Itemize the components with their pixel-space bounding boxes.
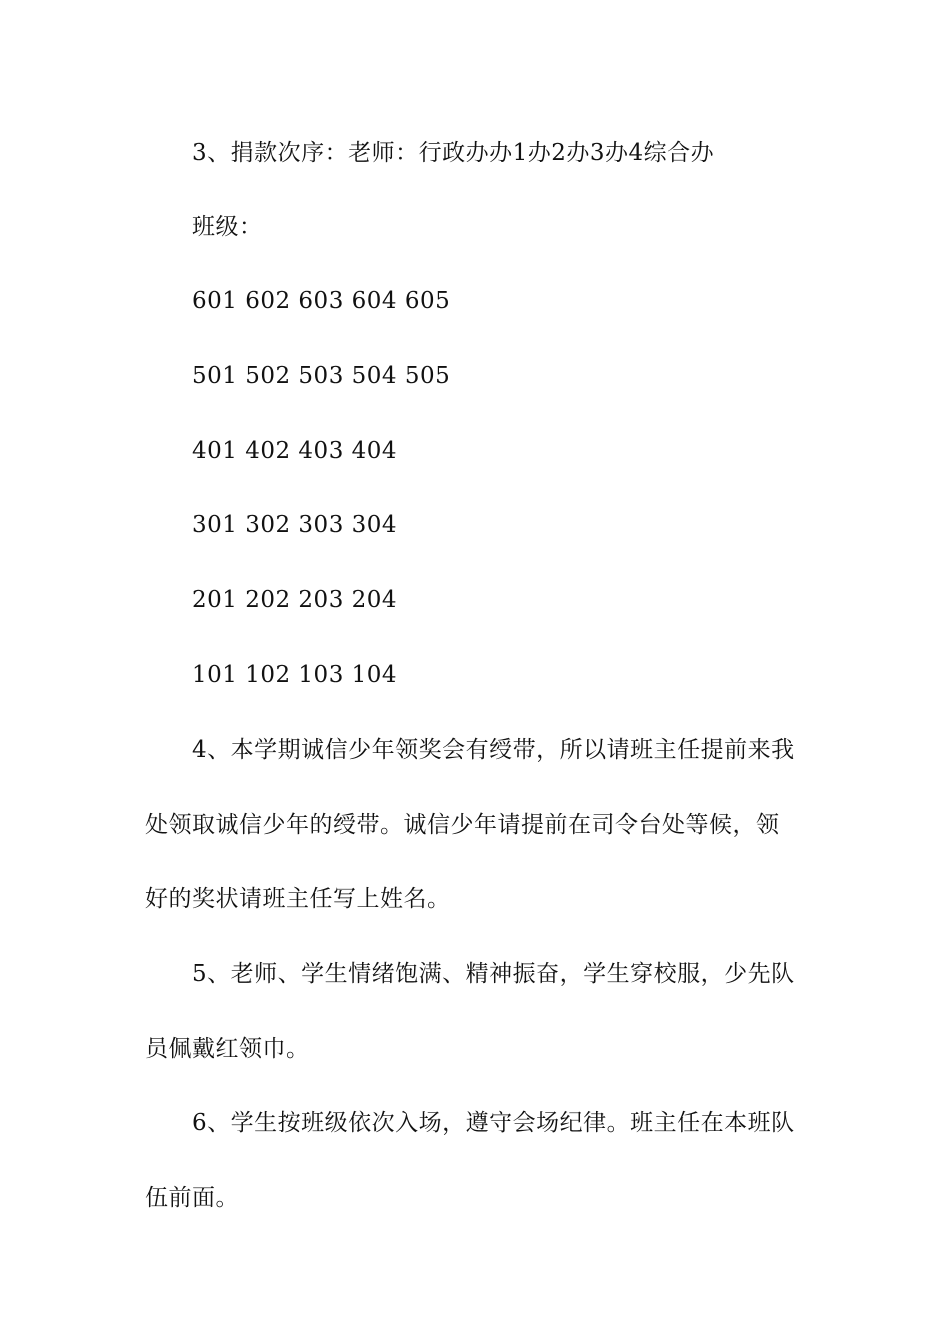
class-row-6: 601 602 603 604 605	[192, 288, 451, 314]
item-4-line-2: 处领取诚信少年的绶带。诚信少年请提前在司令台处等候，领	[145, 812, 780, 838]
item-6-line-2: 伍前面。	[145, 1185, 239, 1211]
item-5-line-2: 员佩戴红领巾。	[145, 1036, 310, 1062]
item-6-line-1: 6、学生按班级依次入场，遵守会场纪律。班主任在本班队	[192, 1110, 795, 1136]
class-row-1: 101 102 103 104	[192, 662, 398, 688]
class-row-4: 401 402 403 404	[192, 438, 398, 464]
item-3-line-2: 班级：	[192, 214, 263, 240]
class-row-3: 301 302 303 304	[192, 512, 398, 538]
item-4-line-1: 4、本学期诚信少年领奖会有绶带，所以请班主任提前来我	[192, 737, 795, 763]
class-row-5: 501 502 503 504 505	[192, 363, 451, 389]
class-row-2: 201 202 203 204	[192, 587, 398, 613]
item-3-line-1: 3、捐款次序：老师：行政办办1办2办3办4综合办	[192, 140, 715, 166]
item-5-line-1: 5、老师、学生情绪饱满、精神振奋，学生穿校服，少先队	[192, 961, 795, 987]
item-4-line-3: 好的奖状请班主任写上姓名。	[145, 886, 451, 912]
